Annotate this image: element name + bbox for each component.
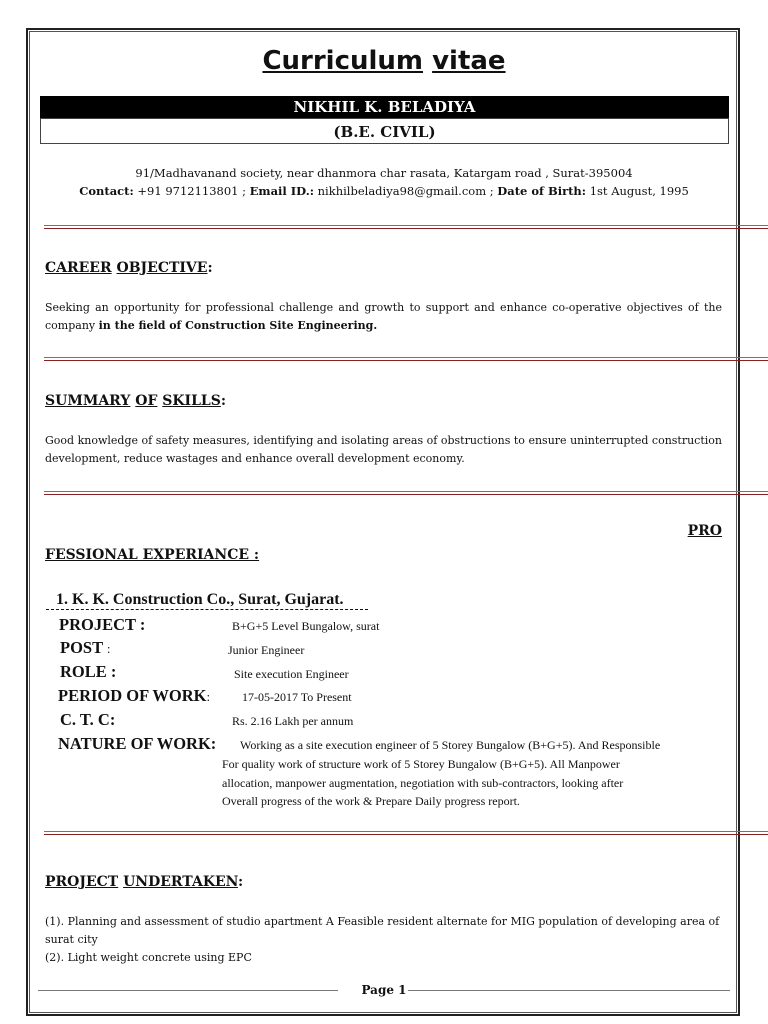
role-label: ROLE : [60,662,117,681]
name-bar: NIKHIL K. BELADIYA [40,96,729,118]
skills-text: Good knowledge of safety measures, identifying and isolating areas of obstructions to ensure uninterrupted construction development, reduce wastages and enhance overall development economy. [45,434,722,465]
period-colon: : [206,689,211,704]
projects-heading-word-2: UNDERTAKEN [123,874,238,890]
skills-heading-word-2: OF [135,393,158,409]
skills-heading-word-3: SKILLS [162,393,221,409]
dob-label: Date of Birth: [497,184,587,198]
document-title [0,46,768,76]
role-value: Site execution Engineer [234,667,349,681]
skills-heading-word-1: SUMMARY [45,393,131,409]
title-word-2: vitae [432,46,506,76]
skills-heading [45,393,226,409]
skills-heading-colon: : [220,393,227,409]
contact-line [0,184,768,198]
career-objective-text [45,299,722,335]
contact-value: +91 9712113801 ; [133,184,250,198]
nature-line-1: Working as a site execution engineer of 5 Storey Bungalow (B+G+5). And Responsible [240,738,661,752]
email-value: nikhilbeladiya98@gmail.com ; [314,184,498,198]
company-name: 1. K. K. Construction Co., Surat, Gujarat. [46,591,368,610]
post-label-text: POST [60,638,103,657]
projects-heading-word-1: PROJECT [45,874,119,890]
ctc-value: Rs. 2.16 Lakh per annum [232,714,354,728]
career-text: Seeking an opportunity for professional challenge and growth to support and enhance co-operative objectives of the company [45,301,722,332]
career-text-bold: in the field of Construction Site Engineering. [98,319,378,332]
section-divider [44,225,768,229]
period-label [58,686,210,706]
post-colon: : [106,641,111,656]
career-heading-word-1: CAREER [45,260,112,276]
experience-heading-part1-text: PRO [687,523,722,539]
period-label-text: PERIOD OF WORK [58,686,207,705]
career-heading-word-2: OBJECTIVE [116,260,208,276]
experience-heading-part2 [45,547,259,563]
section-divider [44,491,768,495]
experience-heading-part1 [688,523,722,539]
projects-heading-colon: : [237,874,244,890]
title-word-1: Curriculum [262,46,424,76]
project-label: PROJECT : [59,615,146,634]
dob-value: 1st August, 1995 [586,184,689,198]
address-line: 91/Madhavanand society, near dhanmora char rasata, Katargam road , Surat-395004 [135,166,633,180]
ctc-label: C. T. C: [60,710,116,729]
nature-line-2: For quality work of structure work of 5 Storey Bungalow (B+G+5). All Manpower [222,757,620,771]
nature-label: NATURE OF WORK: [58,734,217,753]
post-label [60,638,111,658]
degree-bar: (B.E. CIVIL) [40,118,729,144]
experience-heading-part2-text: FESSIONAL EXPERIANCE : [45,547,260,563]
section-divider [44,357,768,361]
projects-heading [45,874,243,890]
nature-line-3: allocation, manpower augmentation, negotiation with sub-contractors, looking after [222,776,624,790]
project-item-1: (1). Planning and assessment of studio apartment A Feasible resident alternate for MIG population of developing area of surat city [45,915,720,946]
nature-line-4: Overall progress of the work & Prepare Daily progress report. [222,794,520,808]
contact-label: Contact: [79,184,134,198]
page-number: Page 1 [361,983,407,997]
section-divider [44,831,768,835]
project-item-2: (2). Light weight concrete using EPC [45,951,252,964]
email-label: Email ID.: [249,184,314,198]
period-value: 17-05-2017 To Present [242,690,352,704]
career-heading-colon: : [207,260,213,276]
career-objective-heading [45,260,213,276]
post-value: Junior Engineer [228,643,305,657]
project-value: B+G+5 Level Bungalow, surat [232,619,380,633]
